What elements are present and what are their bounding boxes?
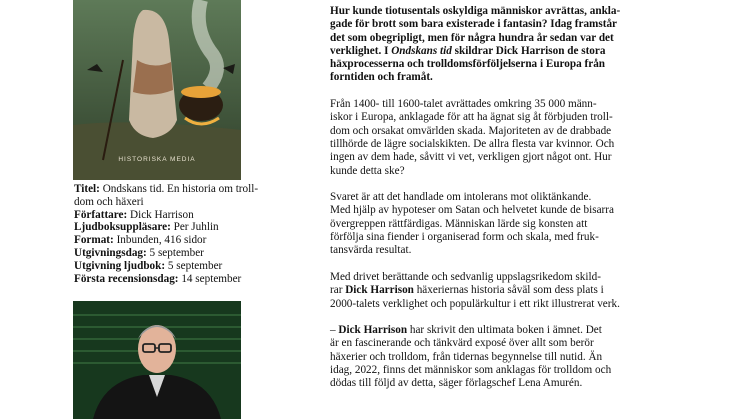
author-photo	[73, 301, 241, 419]
author-portrait	[73, 301, 241, 419]
meta-value: dom och häxeri	[74, 195, 144, 208]
author-name-bold: Dick Harrison	[338, 324, 408, 337]
text-fragment: –	[330, 324, 339, 337]
lead-line	[330, 45, 670, 58]
book-metadata	[74, 183, 274, 285]
meta-format	[74, 234, 274, 247]
lead-line: forntiden och framåt.	[330, 71, 433, 84]
meta-value: 5 september	[165, 259, 223, 272]
paragraph-3	[330, 271, 670, 311]
lead-line: det som obegripligt, men för några hundra år sedan var det	[330, 31, 614, 44]
text-line: tansvärda resultat.	[330, 244, 412, 257]
article-body	[330, 5, 670, 404]
text-line	[330, 284, 670, 297]
text-line: Med drivet berättande och sedvanlig uppslagsrikedom skild-	[330, 270, 601, 283]
text-line: förfölja sina fiender i organiserad form och skala, med fruk-	[330, 231, 599, 244]
meta-value: Dick Harrison	[127, 208, 194, 221]
meta-value: 5 september	[146, 246, 204, 259]
meta-label: Ljudboksuppläsare:	[74, 221, 171, 234]
text-fragment: rar	[330, 284, 346, 297]
meta-title-cont	[74, 196, 274, 209]
author-name-bold: Dick Harrison	[345, 284, 414, 297]
meta-narrator	[74, 221, 274, 234]
meta-label: Titel:	[74, 183, 100, 195]
text-line: övergreppen rättfärdigas. Människan lärde sig konsten att	[330, 217, 588, 230]
text-line: är en fascinerande och tänkvärd exposé över allt som berör	[330, 337, 594, 350]
lead-line: häxprocesserna och trolldomsförföljelserna i Europa från	[330, 58, 606, 71]
lead-line: Hur kunde tiotusentals oskyldiga människor avrättas, ankla-	[330, 5, 621, 17]
text-line: tillhörde de lägre socialskikten. De allra flesta var kvinnor. Och	[330, 137, 615, 150]
paragraph-1	[330, 98, 670, 178]
paragraph-4-quote	[330, 324, 670, 390]
text-line	[330, 324, 670, 337]
text-fragment: har skrivit den ultimata boken i ämnet. Det	[407, 324, 602, 337]
meta-release-date	[74, 247, 274, 260]
book-cover-image	[73, 0, 241, 180]
lead-paragraph	[330, 5, 670, 85]
meta-label: Första recensionsdag:	[74, 272, 179, 285]
text-line: dödas till följd av detta, säger förlagschef Lena Amurén.	[330, 377, 583, 390]
text-line: Från 1400- till 1600-talet avrättades omkring 35 000 männ-	[330, 98, 597, 111]
lead-text: skildrar Dick Harrison de stora	[451, 44, 606, 57]
meta-title	[74, 183, 274, 196]
meta-review-date	[74, 273, 274, 286]
book-title-italic: Ondskans tid	[391, 44, 452, 57]
text-line: 2000-talets verklighet och populärkultur i ett rikt illustrerat verk.	[330, 297, 620, 310]
lead-line: gade för brott som bara existerade i fantasin? Idag framstår	[330, 18, 618, 31]
meta-value: 14 september	[178, 272, 242, 285]
text-line: idag, 2022, finns det människor som anklagas för trolldom och	[330, 364, 612, 377]
meta-value: Per Juhlin	[170, 221, 219, 234]
meta-author	[74, 209, 274, 222]
text-line: kunde detta ske?	[330, 164, 405, 177]
text-line: dom och orsakat omvärlden skada. Majoriteten av de drabbade	[330, 124, 612, 137]
lead-text: verklighet. I	[330, 44, 392, 57]
cover-painting	[73, 0, 241, 180]
meta-label: Utgivningsdag:	[74, 246, 147, 259]
text-line: ingen av dem hade, såvitt vi vet, verkligen gjort något ont. Hur	[330, 151, 612, 164]
meta-value: Ondskans tid. En historia om troll-	[99, 183, 259, 195]
meta-label: Format:	[74, 234, 114, 247]
paragraph-2	[330, 191, 670, 257]
text-fragment: häxeriernas historia såväl som dess plats i	[413, 284, 604, 297]
cover-publisher-label: HISTORISKA MEDIA	[118, 156, 196, 163]
text-line: iskor i Europa, anklagade för att ha ägnat sig åt förbjuden troll-	[330, 111, 613, 124]
meta-label: Utgivning ljudbok:	[74, 259, 166, 272]
meta-audiobook-release	[74, 260, 274, 273]
meta-value: Inbunden, 416 sidor	[113, 234, 207, 247]
meta-label: Författare:	[74, 208, 128, 221]
text-line: Svaret är att det handlade om intolerans mot oliktänkande.	[330, 191, 592, 204]
text-line: Med hjälp av hypoteser om Satan och helvetet kunde de bisarra	[330, 204, 614, 217]
text-line: häxerier och trolldom, från tidernas begynnelse till nutid. Än	[330, 350, 603, 363]
